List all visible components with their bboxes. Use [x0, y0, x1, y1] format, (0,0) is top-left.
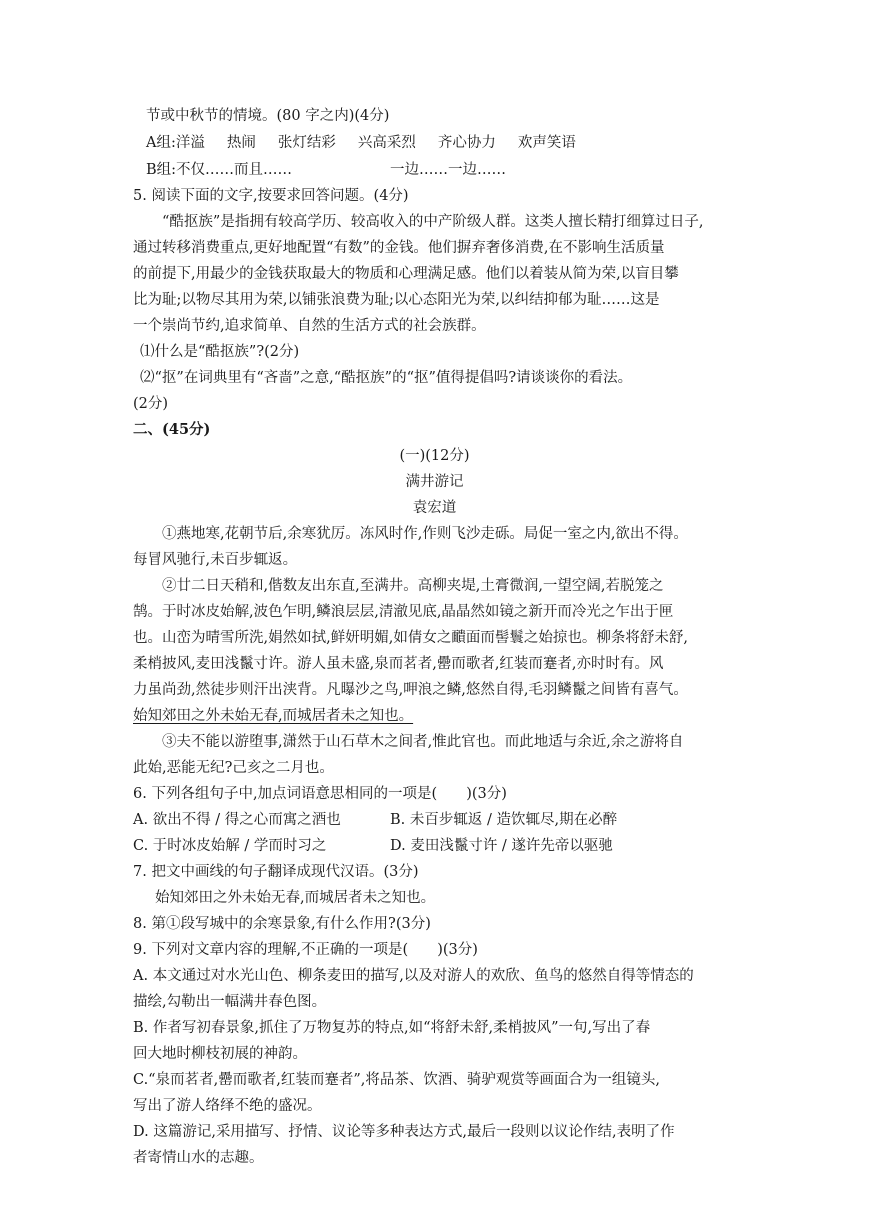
paragraph-line: ①燕地寒,花朝节后,余寒犹厉。冻风时作,作则飞沙走砾。局促一室之内,欲出不得。 [162, 526, 688, 542]
q6-option-b: B. 未百步辄返 / 造饮辄尽,期在必醉 [390, 812, 618, 828]
group-a-label: A组: [146, 135, 176, 151]
word: 兴高采烈 [357, 135, 416, 151]
word: 欢声笑语 [517, 135, 576, 151]
q5-para-line: 一个崇尚节约,追求简单、自然的生活方式的社会族群。 [133, 318, 486, 334]
q5-para-line: 通过转移消费重点,更好地配置“有数”的金钱。他们摒弃奢侈消费,在不影响生活质量 [133, 240, 665, 256]
article-title: 满井游记 [405, 474, 464, 490]
q9-option-b: B. 作者写初春景象,抓住了万物复苏的特点,如“将舒未舒,柔梢披风”一句,写出了春 [133, 1020, 651, 1036]
phrase: 一边……一边…… [390, 162, 507, 178]
q6-title: 6. 下列各组句子中,加点词语意思相同的一项是( )(3分) [133, 786, 507, 802]
q6-option-d: D. 麦田浅鬣寸许 / 遂许先帝以驱驰 [390, 838, 613, 854]
paragraph-line: ②廿二日天稍和,偕数友出东直,至满井。高柳夹堤,土膏微润,一望空阔,若脱笼之 [162, 578, 664, 594]
q9-option-c-cont: 写出了游人络绎不绝的盛况。 [133, 1098, 322, 1114]
q5-sub1: ⑴什么是“酷抠族”?(2分) [140, 344, 300, 360]
q6-option-a: A. 欲出不得 / 得之心而寓之酒也 [133, 812, 341, 828]
q9-option-d: D. 这篇游记,采用描写、抒情、议论等多种表达方式,最后一段则以议论作结,表明了作 [133, 1124, 675, 1140]
word: 热闹 [226, 135, 256, 151]
phrase: 不仅……而且…… [176, 162, 293, 178]
q7-title: 7. 把文中画线的句子翻译成现代汉语。(3分) [133, 864, 419, 880]
paragraph-line: 此始,恶能无纪?己亥之二月也。 [133, 760, 334, 776]
word: 洋溢 [175, 135, 205, 151]
paragraph-line: 鹄。于时冰皮始解,波色乍明,鳞浪层层,清澈见底,晶晶然如镜之新开而冷光之乍出于匣 [133, 604, 674, 620]
paragraph-line: ③夫不能以游堕事,潇然于山石草木之间者,惟此官也。而此地适与余近,余之游将自 [162, 734, 684, 750]
group-b-label: B组: [146, 162, 177, 178]
paragraph-line: 力虽尚劲,然徒步则汗出浃背。凡曝沙之鸟,呷浪之鳞,悠然自得,毛羽鳞鬣之间皆有喜气。 [133, 682, 688, 698]
underlined-sentence: 始知郊田之外未始无春,而城居者未之知也。 [133, 708, 414, 724]
q6-option-c: C. 于时冰皮始解 / 学而时习之 [133, 838, 327, 854]
q9-option-d-cont: 者寄情山水的志趣。 [133, 1150, 264, 1166]
section-heading: 二、(45分) [133, 421, 211, 438]
q9-option-b-cont: 回大地时柳枝初展的神韵。 [133, 1046, 307, 1062]
q5-para-line: 的前提下,用最少的金钱获取最大的物质和心理满足感。他们以着装从简为荣,以盲目攀 [133, 266, 679, 282]
q5-para-line: “酷抠族”是指拥有较高学历、较高收入的中产阶级人群。这类人擅长精打细算过日子, [162, 214, 704, 230]
q5-title: 5. 阅读下面的文字,按要求回答问题。(4分) [133, 188, 409, 204]
paragraph-line: 也。山峦为晴雪所洗,娟然如拭,鲜妍明媚,如倩女之靧面而髻鬟之始掠也。柳条将舒未舒, [133, 630, 688, 646]
q9-title: 9. 下列对文章内容的理解,不正确的一项是( )(3分) [133, 942, 478, 958]
paragraph-line: 柔梢披风,麦田浅鬣寸许。游人虽未盛,泉而茗者,罍而歌者,红装而蹇者,亦时时有。风 [133, 656, 664, 672]
q8-title: 8. 第①段写城中的余寒景象,有什么作用?(3分) [133, 916, 431, 932]
group-a-line [146, 133, 576, 153]
q5-para-line: 比为耻;以物尽其用为荣,以铺张浪费为耻;以心态阳光为荣,以纠结抑郁为耻……这是 [133, 292, 660, 308]
word: 张灯结彩 [277, 135, 336, 151]
paragraph-line: 每冒风驰行,未百步辄返。 [133, 552, 298, 568]
q9-option-c: C.“泉而茗者,罍而歌者,红装而蹇者”,将品茶、饮酒、骑驴观赏等画面合为一组镜头, [133, 1072, 660, 1088]
article-author: 袁宏道 [412, 500, 457, 516]
q5-sub2-score: (2分) [133, 396, 169, 412]
part-label: (一)(12分) [399, 448, 470, 464]
q9-option-a: A. 本文通过对水光山色、柳条麦田的描写,以及对游人的欢欣、鱼鸟的悠然自得等情态的 [133, 968, 694, 984]
q5-sub2: ⑵“抠”在词典里有“吝啬”之意,“酷抠族”的“抠”值得提倡吗?请谈谈你的看法。 [140, 370, 633, 386]
group-b-line [146, 160, 506, 180]
q9-option-a-cont: 描绘,勾勒出一幅满井春色图。 [133, 994, 327, 1010]
intro-line: 节或中秋节的情境。(80 字之内)(4分) [146, 108, 390, 124]
q7-sentence: 始知郊田之外未始无春,而城居者未之知也。 [155, 890, 436, 906]
word: 齐心协力 [437, 135, 496, 151]
